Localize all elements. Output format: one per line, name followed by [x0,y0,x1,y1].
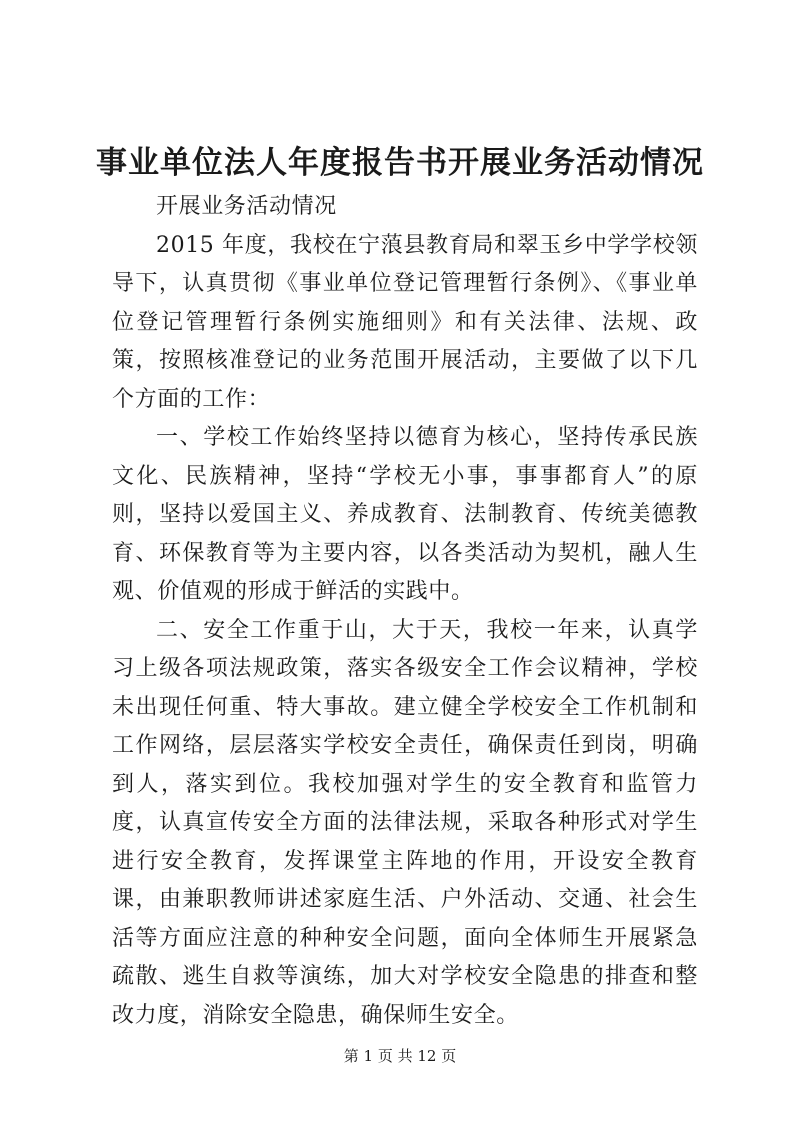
moral-education-paragraph: 一、学校工作始终坚持以德育为核心，坚持传承民族文化、民族精神，坚持“学校无小事，事事都育人”的原则，坚持以爱国主义、养成教育、法制教育、传统美德教育、环保教育等为主要内容，以各类活动为契机，融人生观、价值观的形成于鲜活的实践中。 [112,425,698,604]
document-body [112,188,698,1035]
safety-work-paragraph: 二、安全工作重于山，大于天，我校一年来，认真学习上级各项法规政策，落实各级安全工作会议精神，学校未出现任何重、特大事故。建立健全学校安全工作机制和工作网络，层层落实学校安全责任，确保责任到岗，明确到人，落实到位。我校加强对学生的安全教育和监管力度，认真宣传安全方面的法律法规，采取各种形式对学生进行安全教育，发挥课堂主阵地的作用，开设安全教育课，由兼职教师讲述家庭生活、户外活动、交通、社会生活等方面应注意的种种安全问题，面向全体师生开展紧急疏散、逃生自救等演练，加大对学校安全隐患的排查和整改力度，消除安全隐患，确保师生安全。 [112,617,698,1028]
section-heading: 开展业务活动情况 [156,194,337,219]
document-title: 事业单位法人年度报告书开展业务活动情况 [96,145,704,181]
page-number: 第 1 页 共 12 页 [343,1047,457,1065]
intro-paragraph: 2015 年度，我校在宁蒗县教育局和翠玉乡中学学校领导下，认真贯彻《事业单位登记管理暂行条例》、《事业单位登记管理暂行条例实施细则》和有关法律、法规、政策，按照核准登记的业务范围开展活动，主要做了以下几个方面的工作： [112,232,698,412]
